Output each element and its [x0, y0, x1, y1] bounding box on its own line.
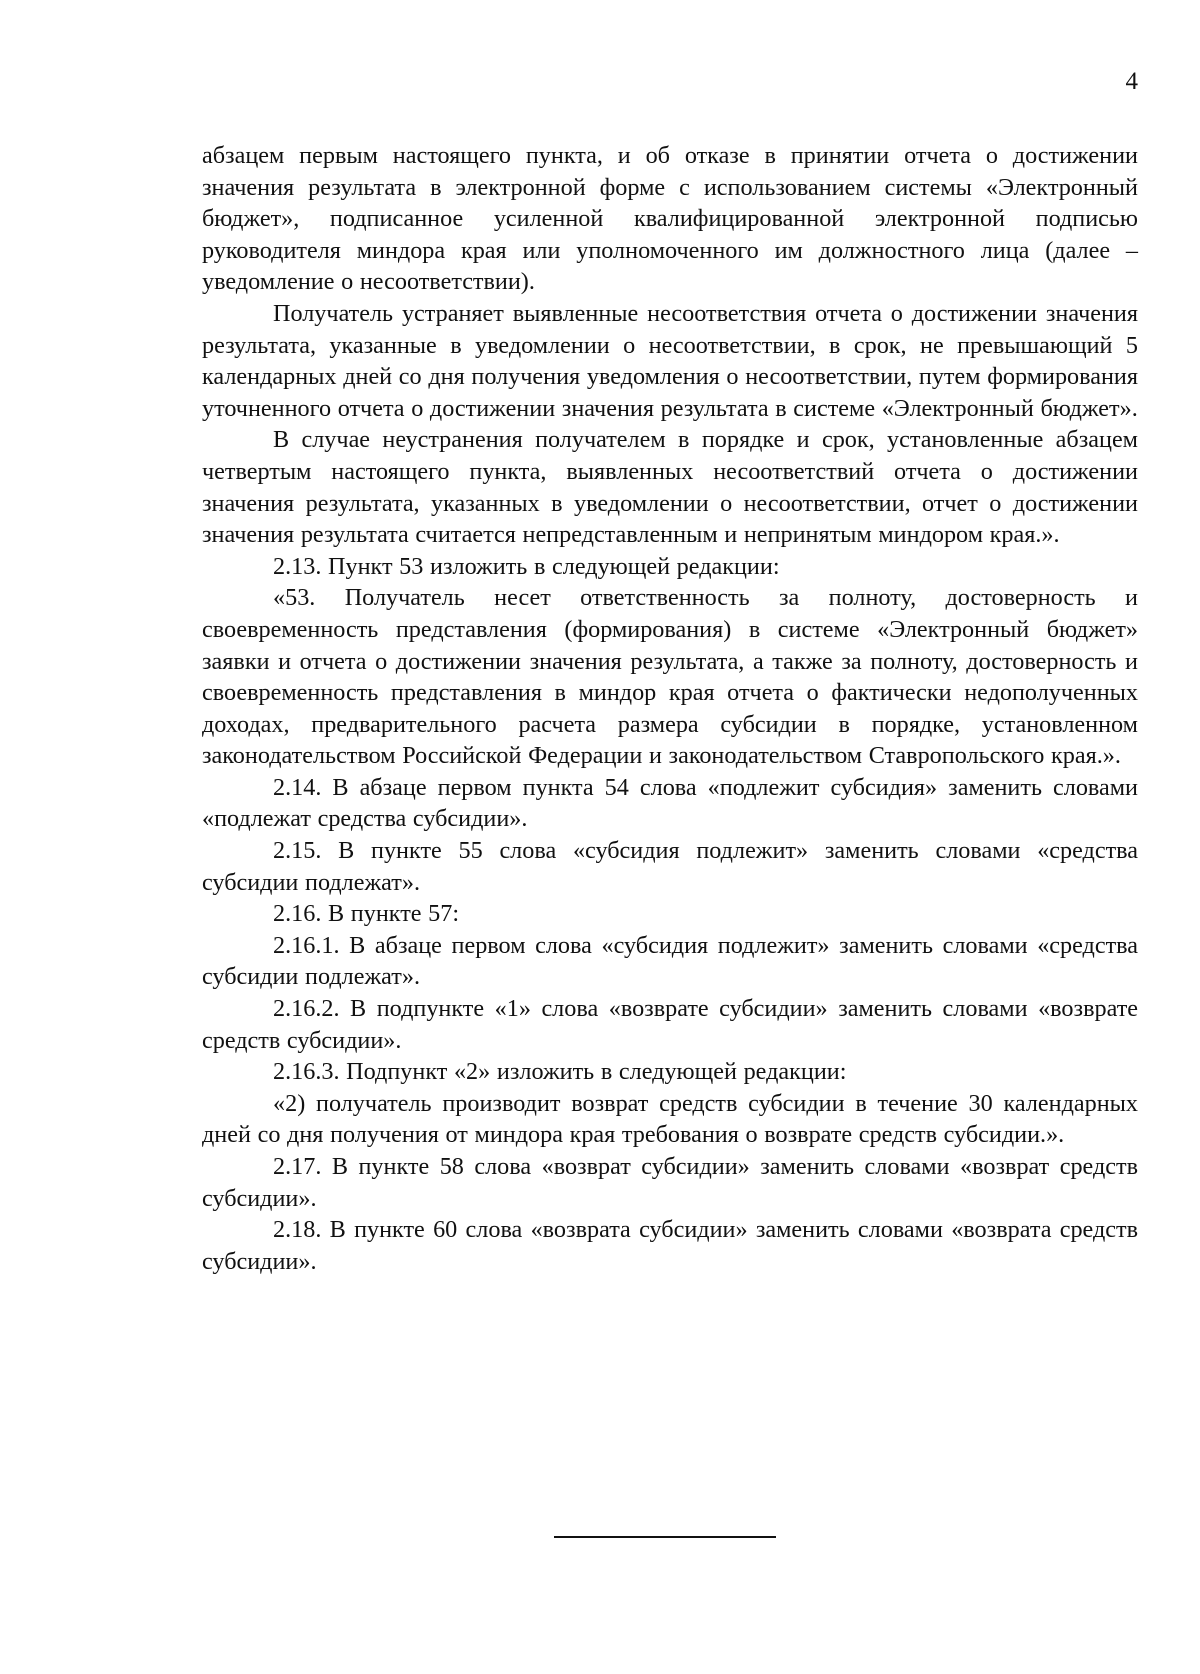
page-number: 4 — [1125, 68, 1138, 95]
paragraph: Получатель устраняет выявленные несоответствия отчета о достижении значения результата, указанные в уведомлении о несоответствии, в срок, не превышающий 5 календарных дней со дня получения уведомления о несоответствии, путем формирования уточненного отчета о достижении значения результата в системе «Электронный бюджет». — [202, 299, 1138, 422]
paragraph: 2.17. В пункте 58 слова «возврат субсидии» заменить словами «возврат средств субсидии». — [202, 1153, 1138, 1212]
paragraph: 2.16. В пункте 57: — [273, 900, 460, 928]
end-of-text-rule — [554, 1536, 776, 1538]
paragraph: 2.16.2. В подпункте «1» слова «возврате субсидии» заменить словами «возврате средств субсидии». — [202, 995, 1138, 1054]
document-body — [202, 140, 1138, 1277]
paragraph: 2.16.3. Подпункт «2» изложить в следующей редакции: — [273, 1058, 847, 1086]
paragraph: абзацем первым настоящего пункта, и об отказе в принятии отчета о достижении значения результата в электронной форме с использованием системы «Электронный бюджет», подписанное усиленной квалифицированной электронной подписью руководителя миндора края или уполномоченного им должностного лица (далее – уведомление о несоответствии). — [202, 142, 1138, 296]
paragraph: 2.15. В пункте 55 слова «субсидия подлежит» заменить словами «средства субсидии подлежат». — [202, 837, 1138, 896]
paragraph: «53. Получатель несет ответственность за полноту, достоверность и своевременность представления (формирования) в системе «Электронный бюджет» заявки и отчета о достижении значения результата, а также за полноту, достоверность и своевременность представления в миндор края отчета о фактически недополученных доходах, предварительного расчета размера субсидии в порядке, установленном законодательством Российской Федерации и законодательством Ставропольского края.». — [202, 584, 1138, 770]
paragraph: В случае неустранения получателем в порядке и срок, установленные абзацем четвертым настоящего пункта, выявленных несоответствий отчета о достижении значения результата, указанных в уведомлении о несоответствии, отчет о достижении значения результата считается непредставленным и непринятым миндором края.». — [202, 426, 1138, 549]
paragraph: 2.13. Пункт 53 изложить в следующей редакции: — [273, 552, 780, 580]
paragraph: 2.14. В абзаце первом пункта 54 слова «подлежит субсидия» заменить словами «подлежат средства субсидии». — [202, 773, 1138, 833]
paragraph: «2) получатель производит возврат средств субсидии в течение 30 календарных дней со дня получения от миндора края требования о возврате средств субсидии.». — [202, 1089, 1138, 1149]
paragraph: 2.16.1. В абзаце первом слова «субсидия подлежит» заменить словами «средства субсидии подлежат». — [202, 931, 1138, 991]
paragraph: 2.18. В пункте 60 слова «возврата субсидии» заменить словами «возврата средств субсидии». — [202, 1216, 1138, 1275]
